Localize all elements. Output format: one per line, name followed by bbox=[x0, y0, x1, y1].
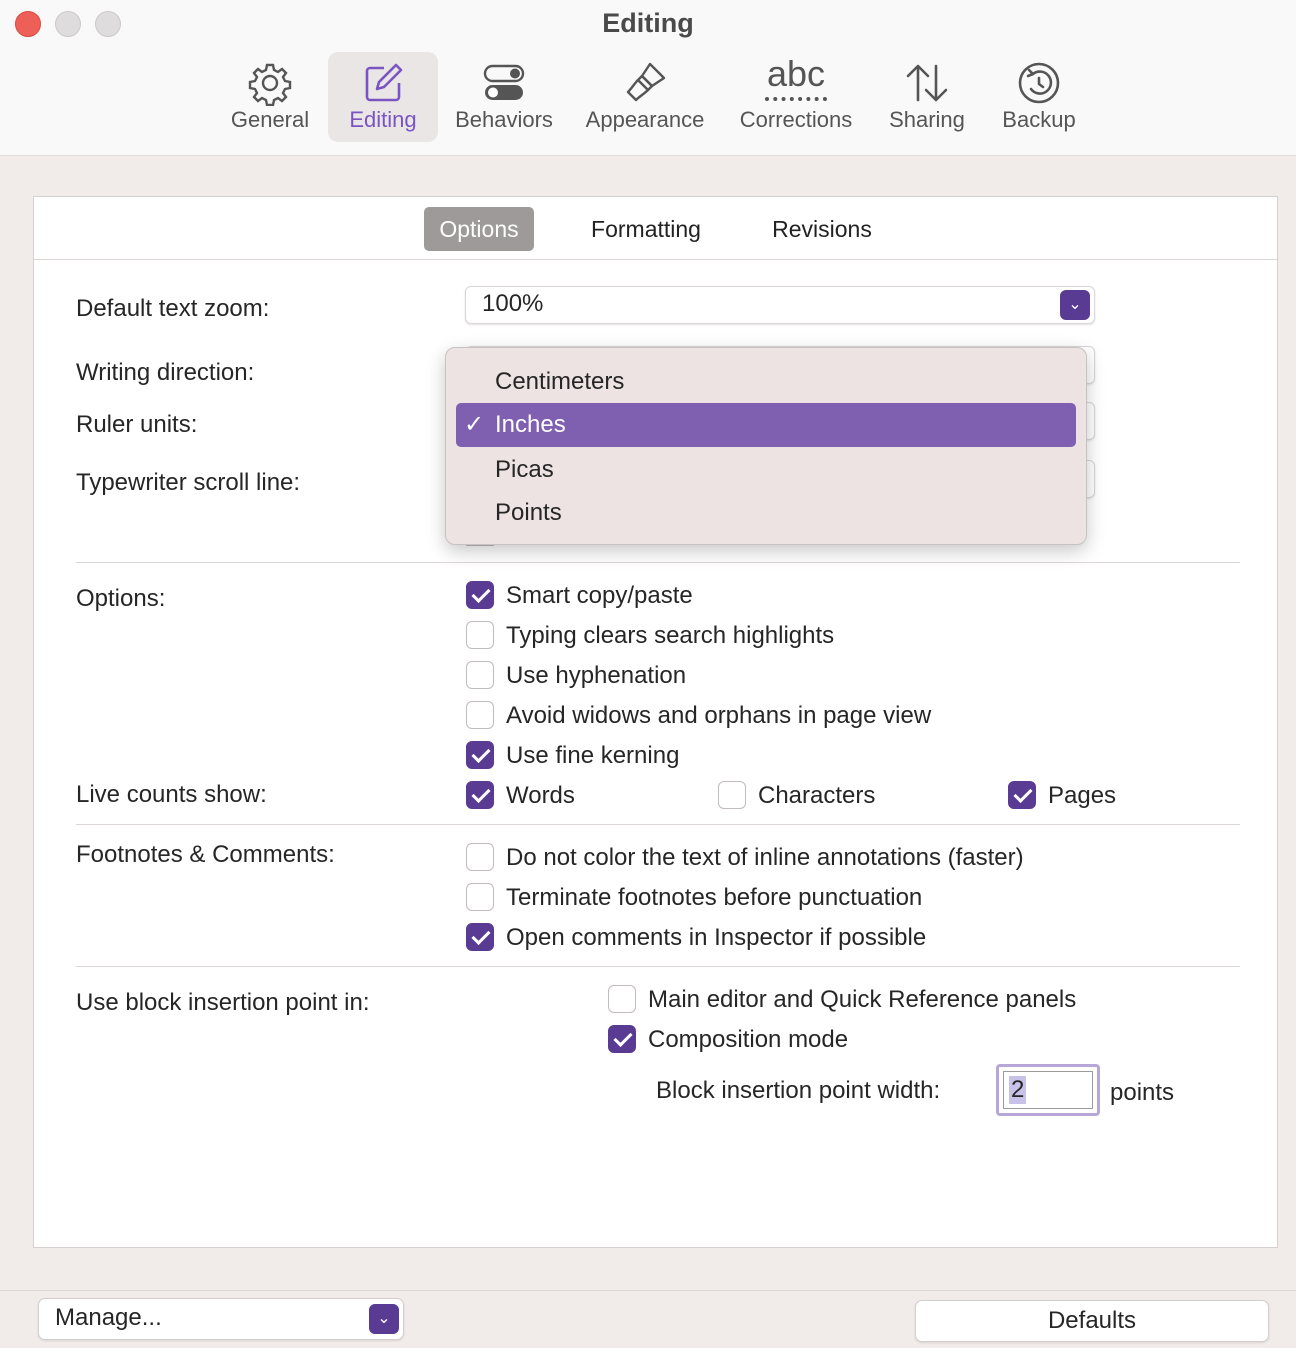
writing-direction-label: Writing direction: bbox=[76, 359, 255, 386]
toolbar-label: Corrections bbox=[739, 107, 853, 132]
window-title: Editing bbox=[602, 8, 694, 38]
paintbrush-icon bbox=[622, 60, 668, 106]
toolbar-label: Behaviors bbox=[455, 107, 553, 132]
checkbox-label: Use fine kerning bbox=[506, 742, 680, 769]
checkbox-label: Pages bbox=[1048, 782, 1117, 809]
pencil-square-icon bbox=[360, 60, 406, 106]
checkbox-label: Terminate footnotes before punctuation bbox=[506, 884, 923, 911]
title-bar bbox=[0, 0, 1296, 156]
divider bbox=[76, 966, 1240, 967]
checkbox-composition-mode[interactable] bbox=[608, 1025, 636, 1053]
checkbox-pages[interactable] bbox=[1008, 781, 1036, 809]
divider bbox=[76, 824, 1240, 825]
ruler-units-label: Ruler units: bbox=[76, 411, 198, 438]
toolbar-label: Backup bbox=[1002, 107, 1076, 132]
live-counts-label: Live counts show: bbox=[76, 781, 267, 808]
checkbox-words[interactable] bbox=[466, 781, 494, 809]
manage-popup[interactable] bbox=[38, 1298, 404, 1340]
tab-revisions[interactable]: Revisions bbox=[772, 216, 872, 242]
default-zoom-label: Default text zoom: bbox=[76, 295, 270, 322]
checkbox-smart-copy-paste[interactable] bbox=[466, 581, 494, 609]
toolbar-behaviors[interactable] bbox=[448, 52, 560, 142]
toolbar-editing[interactable] bbox=[328, 52, 438, 142]
toolbar-corrections[interactable] bbox=[730, 52, 862, 142]
default-zoom-popup[interactable] bbox=[465, 286, 1095, 324]
block-width-label: Block insertion point width: bbox=[656, 1077, 941, 1104]
checkbox-fine-kerning[interactable] bbox=[466, 741, 494, 769]
block-width-input[interactable] bbox=[1003, 1071, 1093, 1109]
ruler-units-menu bbox=[445, 347, 1087, 545]
checkbox-label: Open comments in Inspector if possible bbox=[506, 924, 927, 951]
checkbox-no-color-annotations[interactable] bbox=[466, 843, 494, 871]
gear-icon bbox=[247, 60, 293, 106]
toolbar-label: Appearance bbox=[585, 107, 705, 132]
chevron-down-icon: ⌄ bbox=[369, 1304, 399, 1334]
block-width-field[interactable] bbox=[996, 1064, 1100, 1116]
toolbar-label: General bbox=[230, 107, 310, 132]
manage-label: Manage... bbox=[55, 1304, 162, 1331]
checkbox-characters[interactable] bbox=[718, 781, 746, 809]
checkbox-label: Composition mode bbox=[648, 1026, 849, 1053]
toggles-icon bbox=[481, 60, 527, 106]
checkbox-terminate-footnotes[interactable] bbox=[466, 883, 494, 911]
menu-item-picas[interactable] bbox=[456, 448, 1076, 492]
default-zoom-value: 100% bbox=[482, 290, 544, 317]
chevron-down-icon: ⌄ bbox=[1060, 290, 1090, 320]
checkmark-icon: ✓ bbox=[464, 411, 485, 438]
block-width-value: 2 bbox=[1011, 1076, 1025, 1103]
menu-item-label: Picas bbox=[495, 456, 554, 483]
abc-icon: abc bbox=[766, 53, 826, 94]
toolbar-backup[interactable] bbox=[992, 52, 1086, 142]
block-width-unit: points bbox=[1110, 1079, 1175, 1106]
checkbox-label: Main editor and Quick Reference panels bbox=[648, 986, 1077, 1013]
checkbox-label: Words bbox=[506, 782, 575, 809]
checkbox-use-hyphenation[interactable] bbox=[466, 661, 494, 689]
abc-dotted-underline bbox=[765, 97, 827, 101]
menu-item-centimeters[interactable] bbox=[456, 360, 1076, 404]
checkbox-label: Smart copy/paste bbox=[506, 582, 693, 609]
toolbar-sharing[interactable] bbox=[880, 52, 974, 142]
menu-item-label: Points bbox=[495, 499, 562, 526]
checkbox-label: Use hyphenation bbox=[506, 662, 687, 689]
checkbox-avoid-widows[interactable] bbox=[466, 701, 494, 729]
checkbox-label: Characters bbox=[758, 782, 876, 809]
menu-item-label: Inches bbox=[495, 411, 566, 438]
footer-divider bbox=[0, 1290, 1296, 1291]
typewriter-label: Typewriter scroll line: bbox=[76, 469, 301, 496]
toolbar-general[interactable] bbox=[218, 52, 322, 142]
tab-formatting[interactable]: Formatting bbox=[591, 216, 701, 242]
divider bbox=[76, 562, 1240, 563]
toolbar-label: Editing bbox=[349, 107, 417, 132]
tab-bar bbox=[34, 197, 1277, 260]
checkbox-main-editor-panels[interactable] bbox=[608, 985, 636, 1013]
checkbox-label: Avoid widows and orphans in page view bbox=[506, 702, 932, 729]
defaults-button[interactable]: Defaults bbox=[915, 1300, 1269, 1342]
toolbar-label: Sharing bbox=[889, 107, 965, 132]
block-insertion-label: Use block insertion point in: bbox=[76, 989, 370, 1016]
menu-item-label: Centimeters bbox=[495, 368, 625, 395]
checkbox-label: Typing clears search highlights bbox=[506, 622, 835, 649]
menu-item-inches[interactable] bbox=[456, 403, 1076, 447]
menu-item-points[interactable] bbox=[456, 491, 1076, 535]
checkbox-open-comments-inspector[interactable] bbox=[466, 923, 494, 951]
footnotes-label: Footnotes & Comments: bbox=[76, 841, 335, 868]
toolbar-appearance[interactable] bbox=[578, 52, 712, 142]
tab-options[interactable]: Options bbox=[424, 207, 534, 251]
options-label: Options: bbox=[76, 585, 166, 612]
arrows-up-down-icon bbox=[904, 60, 950, 106]
clock-arrow-icon bbox=[1016, 60, 1062, 106]
checkbox-typing-clears-highlights[interactable] bbox=[466, 621, 494, 649]
checkbox-label: Do not color the text of inline annotations (faster) bbox=[506, 844, 1024, 871]
